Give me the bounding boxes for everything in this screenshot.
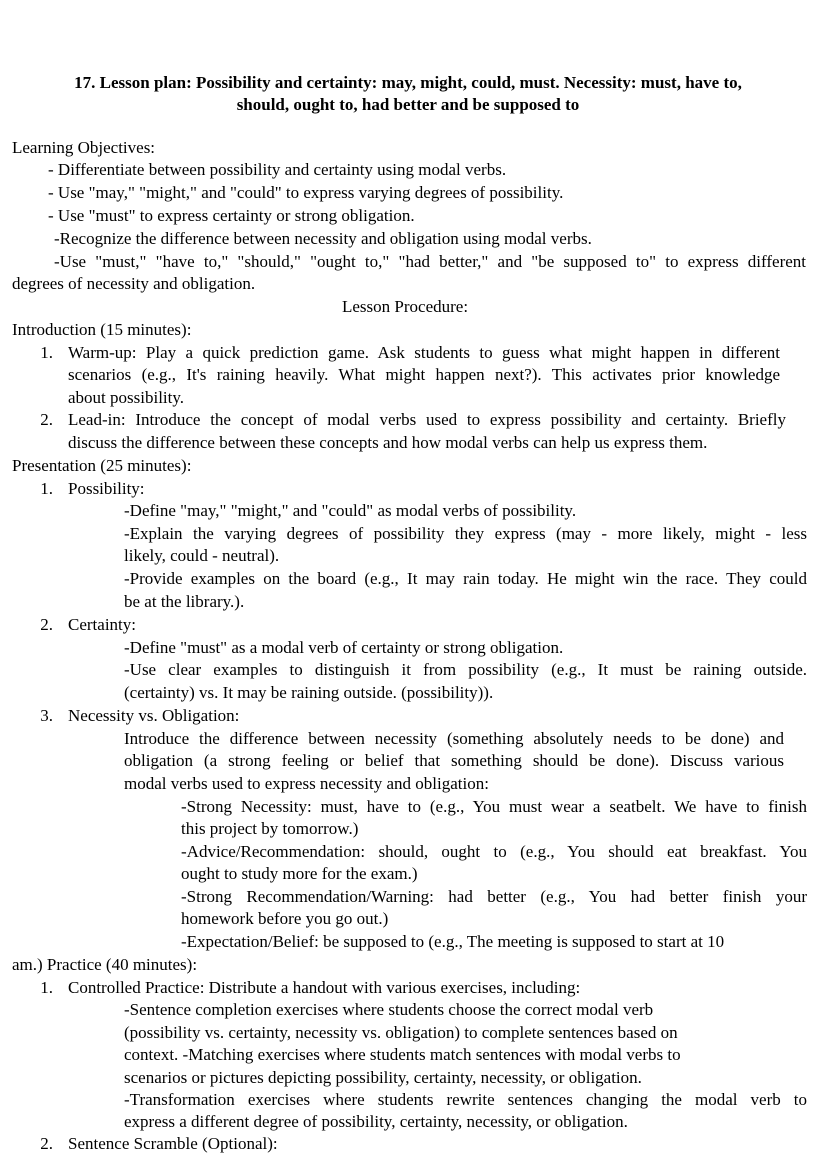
- procedure-heading: Lesson Procedure:: [342, 297, 469, 316]
- necessity-line: Introduce the difference between necessity (something absolutely needs to be done) and: [124, 729, 784, 748]
- modal-example-line: this project by tomorrow.): [181, 819, 359, 838]
- document-title-line-2: should, ought to, had better and be supposed to: [236, 95, 580, 114]
- certainty-line: (certainty) vs. It may be raining outside. (possibility)).: [124, 683, 494, 702]
- certainty-label: Certainty:: [68, 615, 136, 634]
- objective-continuation: degrees of necessity and obligation.: [12, 274, 256, 293]
- objectives-heading: Learning Objectives:: [12, 138, 156, 157]
- necessity-label: Necessity vs. Obligation:: [68, 706, 240, 725]
- objective-item: -Recognize the difference between necessity and obligation using modal verbs.: [54, 229, 592, 248]
- modal-example-line: ought to study more for the exam.): [181, 864, 418, 883]
- possibility-line: -Explain the varying degrees of possibility they express (may - more likely, might - less: [124, 524, 807, 543]
- list-number: 2.: [40, 615, 53, 634]
- practice-line: scenarios or pictures depicting possibility, certainty, necessity, or obligation.: [124, 1068, 642, 1087]
- practice-line: (possibility vs. certainty, necessity vs. obligation) to complete sentences based on: [124, 1023, 678, 1042]
- practice-heading: am.) Practice (40 minutes):: [12, 955, 198, 974]
- intro-item-line: discuss the difference between these concepts and how modal verbs can help us express them.: [68, 433, 708, 452]
- controlled-practice-label: Controlled Practice: Distribute a handout with various exercises, including:: [68, 978, 581, 997]
- objective-item: -Use "must," "have to," "should," "ought to," "had better," and "be supposed to" to express different: [54, 252, 806, 271]
- practice-line: -Transformation exercises where students rewrite sentences changing the modal verb to: [124, 1090, 807, 1109]
- objective-item: - Differentiate between possibility and certainty using modal verbs.: [48, 160, 507, 179]
- intro-item-line: Lead-in: Introduce the concept of modal verbs used to express possibility and certainty. Briefly: [68, 410, 786, 429]
- certainty-line: -Use clear examples to distinguish it from possibility (e.g., It must be raining outside.: [124, 660, 807, 679]
- intro-item-line: Warm-up: Play a quick prediction game. Ask students to guess what might happen in different: [68, 343, 780, 362]
- list-number: 1.: [40, 978, 53, 997]
- sentence-scramble-label: Sentence Scramble (Optional):: [68, 1134, 278, 1153]
- presentation-heading: Presentation (25 minutes):: [12, 456, 192, 475]
- intro-item-line: about possibility.: [68, 388, 185, 407]
- list-number: 1.: [40, 343, 53, 362]
- list-number: 3.: [40, 706, 53, 725]
- practice-line: express a different degree of possibility, certainty, necessity, or obligation.: [124, 1112, 628, 1131]
- list-number: 1.: [40, 479, 53, 498]
- possibility-line: likely, could - neutral).: [124, 546, 280, 565]
- possibility-line: be at the library.).: [124, 592, 245, 611]
- modal-example-line: -Strong Necessity: must, have to (e.g., You must wear a seatbelt. We have to finish: [181, 797, 807, 816]
- objective-item: - Use "must" to express certainty or strong obligation.: [48, 206, 415, 225]
- possibility-label: Possibility:: [68, 479, 145, 498]
- introduction-heading: Introduction (15 minutes):: [12, 320, 192, 339]
- certainty-line: -Define "must" as a modal verb of certainty or strong obligation.: [124, 638, 564, 657]
- list-number: 2.: [40, 1134, 53, 1153]
- intro-item-line: scenarios (e.g., It's raining heavily. What might happen next?). This activates prior knowledge: [68, 365, 780, 384]
- possibility-line: -Provide examples on the board (e.g., It may rain today. He might win the race. They could: [124, 569, 807, 588]
- practice-line: context. -Matching exercises where students match sentences with modal verbs to: [124, 1045, 681, 1064]
- document-title-line-1: 17. Lesson plan: Possibility and certainty: may, might, could, must. Necessity: must, have to,: [74, 73, 742, 92]
- modal-example-line: -Advice/Recommendation: should, ought to (e.g., You should eat breakfast. You: [181, 842, 807, 861]
- list-number: 2.: [40, 410, 53, 429]
- practice-line: -Sentence completion exercises where students choose the correct modal verb: [124, 1000, 654, 1019]
- modal-example-line: homework before you go out.): [181, 909, 389, 928]
- modal-example-line: -Expectation/Belief: be supposed to (e.g., The meeting is supposed to start at 10: [181, 932, 725, 951]
- necessity-line: modal verbs used to express necessity and obligation:: [124, 774, 489, 793]
- objective-item: - Use "may," "might," and "could" to express varying degrees of possibility.: [48, 183, 564, 202]
- modal-example-line: -Strong Recommendation/Warning: had better (e.g., You had better finish your: [181, 887, 807, 906]
- possibility-line: -Define "may," "might," and "could" as modal verbs of possibility.: [124, 501, 577, 520]
- necessity-line: obligation (a strong feeling or belief that something should be done). Discuss various: [124, 751, 784, 770]
